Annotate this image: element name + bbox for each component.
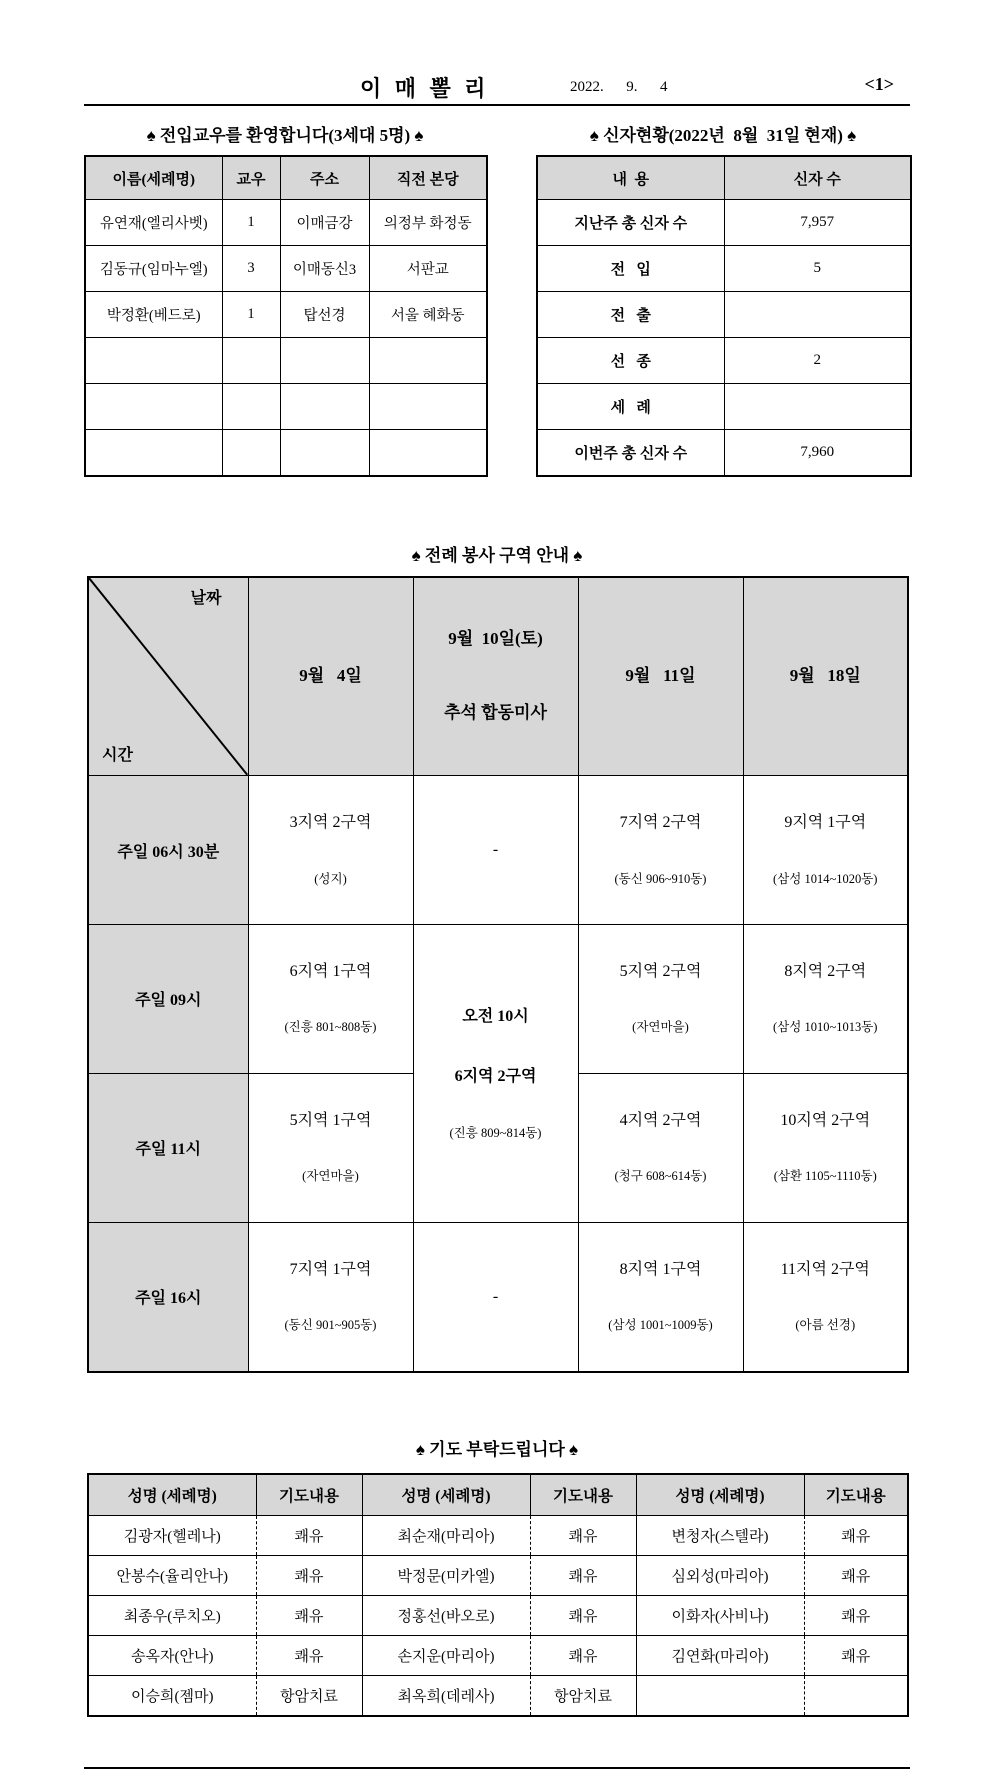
table-cell: 쾌유: [530, 1635, 636, 1675]
table-cell: 쾌유: [530, 1595, 636, 1635]
table-cell: 의정부 화정동: [369, 200, 487, 246]
masthead: [84, 72, 910, 104]
zone-detail: (동신 906~910동): [614, 871, 707, 886]
table-cell: [724, 384, 911, 430]
column-header: 9월 4일: [248, 577, 413, 776]
footer-rule: [84, 1767, 910, 1769]
table-cell: 쾌유: [804, 1635, 908, 1675]
time-slot-label: 주일 16시: [88, 1222, 248, 1371]
zone-detail: (아름 선경): [795, 1318, 856, 1333]
zone-name: 6지역 1구역: [289, 963, 372, 981]
table-cell: 박정환(베드로): [85, 292, 222, 338]
column-header: 내 용: [537, 156, 724, 200]
zone-assignment-cell: [248, 1222, 413, 1371]
empty-assignment-cell: -: [413, 1222, 578, 1371]
welcome-section-title: ♠ 전입교우를 환영합니다(3세대 5명) ♠: [146, 126, 424, 145]
issue-date: 2022. 9. 4: [570, 79, 668, 95]
table-cell: 2: [724, 338, 911, 384]
zone-detail: (동신 901~905동): [284, 1318, 377, 1333]
column-header: 직전 본당: [369, 156, 487, 200]
table-cell: 선 종: [537, 338, 724, 384]
top-sections: [84, 121, 910, 477]
liturgy-section-title: ♠ 전례 봉사 구역 안내 ♠: [411, 546, 583, 565]
zone-assignment-cell: [743, 776, 908, 925]
table-cell: 쾌유: [256, 1635, 362, 1675]
table-header-row: [537, 156, 911, 200]
table-row: [537, 292, 911, 338]
table-cell: [804, 1675, 908, 1716]
zone-assignment-cell: [743, 925, 908, 1074]
table-cell: 지난주 총 신자 수: [537, 200, 724, 246]
table-cell: 1: [222, 200, 280, 246]
zone-detail: (삼환 1105~1110동): [773, 1169, 877, 1184]
column-header-line2: 추석 합동미사: [444, 703, 547, 723]
table-cell: 전 출: [537, 292, 724, 338]
table-cell: 3: [222, 246, 280, 292]
table-cell: 손지운(마리아): [362, 1635, 530, 1675]
table-cell: 송옥자(안나): [88, 1635, 256, 1675]
corner-date-label: 날짜: [190, 590, 222, 607]
bulletin-page: [84, 0, 910, 1769]
zone-name: 8지역 1구역: [619, 1260, 702, 1278]
time-slot-label: 주일 06시 30분: [88, 776, 248, 925]
table-cell: 김광자(헬레나): [88, 1515, 256, 1555]
empty-assignment-cell: -: [413, 776, 578, 925]
table-row: [88, 1222, 908, 1371]
table-cell: 서울 혜화동: [369, 292, 487, 338]
table-row: [537, 200, 911, 246]
table-row: [88, 1515, 908, 1555]
table-cell: 서판교: [369, 246, 487, 292]
table-cell: 쾌유: [804, 1515, 908, 1555]
table-row: [537, 384, 911, 430]
table-cell: 이승희(젬마): [88, 1675, 256, 1716]
table-header-row: [88, 1474, 908, 1516]
zone-assignment-cell: [578, 776, 743, 925]
column-header-line1: 9월 10일(토): [448, 629, 543, 649]
table-cell: [636, 1675, 804, 1716]
table-row: [85, 200, 487, 246]
zone-name: 7지역 1구역: [289, 1260, 372, 1278]
column-header: 신자 수: [724, 156, 911, 200]
table-cell: 7,957: [724, 200, 911, 246]
zone-name: 9지역 1구역: [784, 814, 867, 832]
table-cell: [85, 338, 222, 384]
zone-detail: (삼성 1010~1013동): [773, 1020, 878, 1035]
zone-detail: (성지): [314, 871, 347, 886]
column-header: 교우: [222, 156, 280, 200]
table-cell: 쾌유: [530, 1515, 636, 1555]
table-cell: 김동규(임마누엘): [85, 246, 222, 292]
table-cell: [280, 384, 369, 430]
table-cell: 1: [222, 292, 280, 338]
table-cell: [85, 430, 222, 477]
member-status-table: [536, 155, 912, 477]
zone-assignment-cell: [743, 1222, 908, 1371]
joint-mass-zone: 6지역 2구역: [454, 1067, 537, 1085]
column-header: 기도내용: [804, 1474, 908, 1516]
table-cell: 최종우(루치오): [88, 1595, 256, 1635]
column-header: 기도내용: [530, 1474, 636, 1516]
zone-detail: (자연마을): [632, 1020, 689, 1035]
table-cell: 전 입: [537, 246, 724, 292]
table-cell: 최옥희(데레사): [362, 1675, 530, 1716]
table-row: [88, 1595, 908, 1635]
table-cell: 유연재(엘리사벳): [85, 200, 222, 246]
table-cell: 세 례: [537, 384, 724, 430]
table-row: [537, 338, 911, 384]
zone-assignment-cell: [578, 1222, 743, 1371]
zone-detail: (자연마을): [302, 1169, 359, 1184]
table-cell: 김연화(마리아): [636, 1635, 804, 1675]
prayers-section-title: ♠ 기도 부탁드립니다 ♠: [415, 1439, 579, 1459]
status-section: [536, 121, 910, 477]
table-cell: 쾌유: [256, 1555, 362, 1595]
corner-time-label: 시간: [102, 746, 133, 764]
table-row: [85, 338, 487, 384]
zone-name: 11지역 2구역: [780, 1260, 870, 1278]
prayer-requests-table: [87, 1473, 909, 1717]
table-row: [85, 384, 487, 430]
table-cell: [222, 430, 280, 477]
column-header: 기도내용: [256, 1474, 362, 1516]
table-cell: [724, 292, 911, 338]
table-cell: [222, 384, 280, 430]
table-cell: 정홍선(바오로): [362, 1595, 530, 1635]
zone-name: 5지역 2구역: [619, 963, 702, 981]
zone-assignment-cell: [743, 1073, 908, 1222]
table-cell: [85, 384, 222, 430]
table-row: [88, 1675, 908, 1716]
table-cell: [369, 384, 487, 430]
welcome-section: [84, 121, 486, 477]
table-row: [88, 925, 908, 1074]
column-header: 이름(세례명): [85, 156, 222, 200]
table-cell: 박정문(미카엘): [362, 1555, 530, 1595]
chuseok-joint-mass-cell: [413, 925, 578, 1223]
table-cell: [280, 338, 369, 384]
table-row: [88, 1555, 908, 1595]
time-slot-label: 주일 09시: [88, 925, 248, 1074]
column-header: [413, 577, 578, 776]
table-row: [88, 776, 908, 925]
table-header-row: [88, 577, 908, 776]
zone-assignment-cell: [578, 1073, 743, 1222]
table-row: [85, 430, 487, 477]
liturgy-schedule-table: [87, 576, 909, 1373]
corner-header-cell: [88, 577, 248, 776]
table-cell: 안봉수(율리안나): [88, 1555, 256, 1595]
status-section-title: ♠ 신자현황(2022년 8월 31일 현재) ♠: [589, 126, 857, 145]
table-cell: 변청자(스텔라): [636, 1515, 804, 1555]
table-cell: 이매동신3: [280, 246, 369, 292]
zone-name: 3지역 2구역: [289, 814, 372, 832]
table-cell: 이번주 총 신자 수: [537, 430, 724, 477]
zone-name: 8지역 2구역: [784, 963, 867, 981]
joint-mass-detail: (진흥 809~814동): [449, 1125, 542, 1140]
table-row: [537, 246, 911, 292]
liturgy-section: [84, 541, 910, 1373]
joint-mass-time: 오전 10시: [462, 1007, 529, 1025]
zone-name: 10지역 2구역: [780, 1111, 871, 1129]
zone-assignment-cell: [578, 925, 743, 1074]
page-number: <1>: [864, 74, 894, 94]
zone-assignment-cell: [248, 1073, 413, 1222]
table-cell: [369, 338, 487, 384]
table-cell: 항암치료: [256, 1675, 362, 1716]
new-members-table: [84, 155, 488, 477]
column-header: 성명 (세례명): [362, 1474, 530, 1516]
column-header: 성명 (세례명): [88, 1474, 256, 1516]
prayers-section: [84, 1435, 910, 1717]
table-cell: 항암치료: [530, 1675, 636, 1716]
table-cell: 이화자(사비나): [636, 1595, 804, 1635]
table-cell: 5: [724, 246, 911, 292]
zone-assignment-cell: [248, 776, 413, 925]
table-row: [88, 1635, 908, 1675]
table-cell: [222, 338, 280, 384]
header-rule: [84, 104, 910, 106]
column-header: 9월 18일: [743, 577, 908, 776]
zone-name: 4지역 2구역: [619, 1111, 702, 1129]
zone-detail: (진흥 801~808동): [284, 1020, 377, 1035]
column-header: 성명 (세례명): [636, 1474, 804, 1516]
table-cell: 이매금강: [280, 200, 369, 246]
table-cell: 최순재(마리아): [362, 1515, 530, 1555]
table-cell: 쾌유: [256, 1515, 362, 1555]
table-cell: 쾌유: [804, 1555, 908, 1595]
table-row: [85, 246, 487, 292]
bulletin-title: 이 매 뽈 리: [360, 76, 490, 101]
table-row: [537, 430, 911, 477]
table-row: [85, 292, 487, 338]
zone-name: 7지역 2구역: [619, 814, 702, 832]
zone-assignment-cell: [248, 925, 413, 1074]
zone-detail: (청구 608~614동): [614, 1169, 707, 1184]
table-header-row: [85, 156, 487, 200]
zone-name: 5지역 1구역: [289, 1111, 372, 1129]
table-cell: 탑선경: [280, 292, 369, 338]
table-cell: [280, 430, 369, 477]
table-cell: 쾌유: [804, 1595, 908, 1635]
column-header: 주소: [280, 156, 369, 200]
table-cell: 심외성(마리아): [636, 1555, 804, 1595]
table-cell: 쾌유: [256, 1595, 362, 1635]
time-slot-label: 주일 11시: [88, 1073, 248, 1222]
zone-detail: (삼성 1001~1009동): [608, 1318, 713, 1333]
column-header: 9월 11일: [578, 577, 743, 776]
table-cell: [369, 430, 487, 477]
zone-detail: (삼성 1014~1020동): [773, 871, 878, 886]
table-cell: 7,960: [724, 430, 911, 477]
table-cell: 쾌유: [530, 1555, 636, 1595]
